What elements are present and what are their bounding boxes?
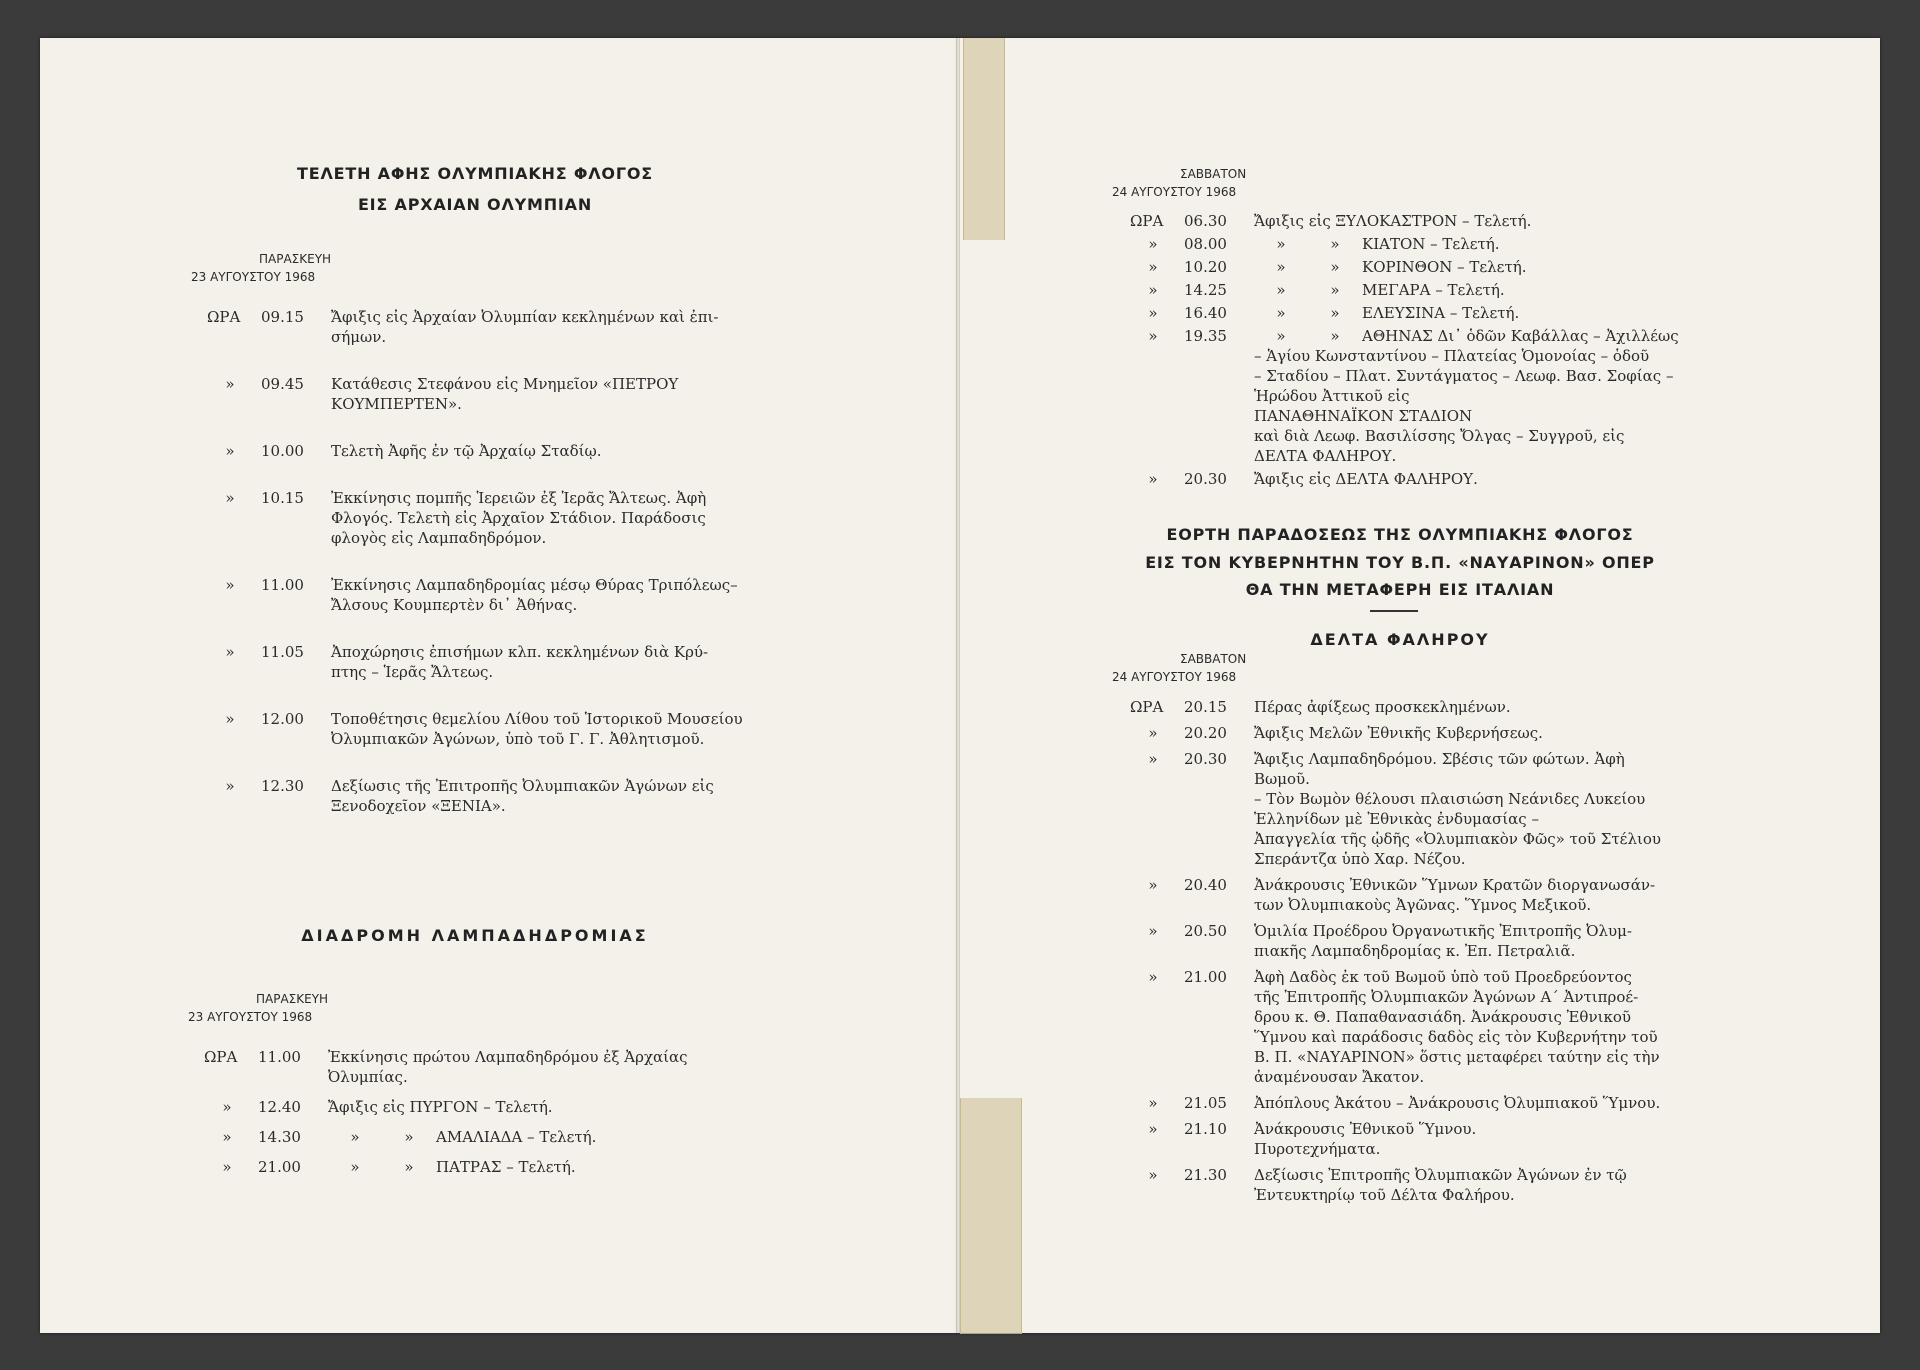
- row-body: Ἐκκίνησις πομπῆς Ἱερειῶν ἐξ Ἱερᾶς Ἄλτεως. Ἀφὴ Φλογός. Τελετὴ εἰς Ἀρχαῖον Στάδιον. Παράδοσις φλογὸς εἰς Λαμπαδηδρόμον.: [331, 489, 707, 547]
- row-text: [1254, 749, 1750, 869]
- schedule-row: [1130, 921, 1750, 961]
- right-schedule-2: [1130, 697, 1750, 1211]
- row-time: 12.40: [258, 1098, 301, 1116]
- schedule-row: [1130, 211, 1750, 231]
- ditto-mark: »: [1276, 258, 1286, 276]
- row-body: Ἀφὴ Δαδὸς ἐκ τοῦ Βωμοῦ ὑπὸ τοῦ Προεδρεύοντος τῆς Ἐπιτροπῆς Ὀλυμπιακῶν Ἀγώνων Α΄ Ἀντιπροέ- δρου κ. Θ. Παπαθανασιάδη. Ἀνάκρουσις Ἐθνικοῦ Ὕμνου καὶ παράδοσις δαδὸς εἰς τὸν Κυβερνήτην τοῦ Β. Π. «ΝΑΥΑΡΙΝΟΝ» ὅστις μεταφέρει ταύτην εἰς τὴν ἀναμένουσαν Ἄκατον.: [1254, 968, 1660, 1086]
- row-text: [331, 307, 812, 347]
- schedule-row: [1130, 749, 1750, 869]
- row-text: [1254, 967, 1750, 1087]
- row-body: Δεξίωσις Ἐπιτροπῆς Ὀλυμπιακῶν Ἀγώνων ἐν τῷ Ἐντευκτηρίῳ τοῦ Δέλτα Φαλήρου.: [1254, 1166, 1627, 1204]
- row-time: 20.50: [1184, 922, 1227, 940]
- row-time: 20.30: [1184, 750, 1227, 768]
- row-time: 10.15: [261, 489, 304, 507]
- row-prefix: »: [225, 777, 235, 795]
- left-schedule-2: [204, 1047, 809, 1187]
- divider-rule: [1370, 610, 1418, 612]
- schedule-row: [207, 488, 812, 548]
- ditto-mark: »: [1276, 327, 1286, 345]
- row-time: 11.00: [261, 576, 304, 594]
- row-prefix: »: [225, 489, 235, 507]
- ditto-mark: »: [404, 1158, 414, 1176]
- date-text: 24 ΑΥΓΟΥΣΤΟΥ 1968: [1112, 185, 1237, 199]
- row-prefix: »: [1148, 327, 1158, 345]
- row-text: [1254, 697, 1750, 717]
- schedule-row: [207, 709, 812, 749]
- schedule-row: [1130, 326, 1750, 466]
- row-prefix: »: [1148, 876, 1158, 894]
- row-time: 20.20: [1184, 724, 1227, 742]
- row-text: [328, 1157, 809, 1177]
- date-day: ΣΑΒΒΑΤΟΝ: [1180, 167, 1247, 181]
- row-body: ΕΛΕΥΣΙΝΑ – Τελετή.: [1362, 304, 1520, 322]
- row-body: Τοποθέτησις θεμελίου Λίθου τοῦ Ἱστορικοῦ Μουσείου Ὀλυμπιακῶν Ἀγώνων, ὑπὸ τοῦ Γ. Γ. Ἀθλητισμοῦ.: [331, 710, 743, 748]
- schedule-row: [1130, 1119, 1750, 1159]
- row-time: 21.00: [1184, 968, 1227, 986]
- row-time: 06.30: [1184, 212, 1227, 230]
- row-body: ΠΑΤΡΑΣ – Τελετή.: [436, 1158, 576, 1176]
- row-body: ΚΙΑΤΟΝ – Τελετή.: [1362, 235, 1500, 253]
- schedule-row: [204, 1097, 809, 1117]
- right-date-block-2: [1112, 650, 1246, 686]
- row-body: Ἀπόπλους Ἀκάτου – Ἀνάκρουσις Ὀλυμπιακοῦ Ὕμνου.: [1254, 1094, 1661, 1112]
- schedule-row: [204, 1157, 809, 1177]
- left-date-block-2: [188, 990, 328, 1026]
- schedule-row: [207, 575, 812, 615]
- row-text: [1254, 469, 1750, 489]
- row-text: [1254, 257, 1750, 277]
- row-prefix: »: [225, 375, 235, 393]
- row-time: 21.05: [1184, 1094, 1227, 1112]
- left-title-line2: ΕΙΣ ΑΡΧΑΙΑΝ ΟΛΥΜΠΙΑΝ: [357, 195, 593, 214]
- row-text: [331, 488, 812, 548]
- adhesive-tape-bottom: [960, 1098, 1022, 1334]
- row-prefix: »: [222, 1128, 232, 1146]
- schedule-row: [207, 776, 812, 816]
- row-prefix: »: [1148, 968, 1158, 986]
- right-title-line3: ΘΑ ΤΗΝ ΜΕΤΑΦΕΡΗ ΕΙΣ ΙΤΑΛΙΑΝ: [1245, 580, 1555, 599]
- row-body: ΚΟΡΙΝΘΟΝ – Τελετή.: [1362, 258, 1527, 276]
- row-time: 11.00: [258, 1048, 301, 1066]
- row-body: Κατάθεσις Στεφάνου εἰς Μνημεῖον «ΠΕΤΡΟΥ ΚΟΥΜΠΕΡΤΕΝ».: [331, 375, 679, 413]
- ditto-mark: »: [1330, 235, 1340, 253]
- row-body: Ἄφιξις Λαμπαδηδρόμου. Σβέσις τῶν φώτων. Ἀφὴ Βωμοῦ. – Τὸν Βωμὸν θέλουσι πλαισιώση Νεάνιδες Λυκείου Ἑλληνίδων μὲ Ἐθνικὰς ἐνδυμασίας – Ἀπαγγελία τῆς ᾠδῆς «Ὀλυμπιακὸν Φῶς» τοῦ Στέλιου Σπεράντζα ὑπὸ Χαρ. Νέζου.: [1254, 750, 1661, 868]
- row-prefix: ΩΡΑ: [1130, 212, 1164, 230]
- date-day: ΠΑΡΑΣΚΕΥΗ: [256, 992, 329, 1006]
- row-time: 12.30: [261, 777, 304, 795]
- row-prefix: ΩΡΑ: [1130, 698, 1164, 716]
- schedule-row: [1130, 1093, 1750, 1113]
- schedule-row: [204, 1127, 809, 1147]
- row-body: ΑΜΑΛΙΑΔΑ – Τελετή.: [436, 1128, 597, 1146]
- row-text: [331, 374, 812, 414]
- row-text: [1254, 280, 1750, 300]
- row-prefix: »: [1148, 922, 1158, 940]
- row-text: [331, 441, 812, 461]
- row-body: Ἄφιξις Μελῶν Ἐθνικῆς Κυβερνήσεως.: [1254, 724, 1543, 742]
- right-title-line2: ΕΙΣ ΤΟΝ ΚΥΒΕΡΝΗΤΗΝ ΤΟΥ Β.Π. «ΝΑΥΑΡΙΝΟΝ» ΟΠΕΡ: [1145, 553, 1655, 572]
- row-prefix: »: [1148, 1094, 1158, 1112]
- date-text: 23 ΑΥΓΟΥΣΤΟΥ 1968: [188, 1010, 313, 1024]
- row-time: 21.00: [258, 1158, 301, 1176]
- row-body: ΑΘΗΝΑΣ Δι᾿ ὁδῶν Καβάλλας – Ἀχιλλέως – Ἁγίου Κωνσταντίνου – Πλατείας Ὁμονοίας – ὁδοῦ – Σταδίου – Πλατ. Συντάγματος – Λεωφ. Βασ. Σοφίας – Ἡρώδου Ἀττικοῦ εἰς ΠΑΝΑΘΗΝΑΪΚΟΝ ΣΤΑΔΙΟΝ καὶ διὰ Λεωφ. Βασιλίσσης Ὄλγας – Συγγροῦ, εἰς ΔΕΛΤΑ ΦΑΛΗΡΟΥ.: [1254, 327, 1679, 465]
- schedule-row: [207, 374, 812, 414]
- date-day: ΣΑΒΒΑΤΟΝ: [1180, 652, 1247, 666]
- right-date-block-1: [1112, 165, 1246, 201]
- ditto-mark: »: [1330, 304, 1340, 322]
- row-body: Ἄφιξις εἰς ΔΕΛΤΑ ΦΑΛΗΡΟΥ.: [1254, 470, 1478, 488]
- row-time: 10.00: [261, 442, 304, 460]
- schedule-row: [207, 441, 812, 461]
- row-body: Ἀνάκρουσις Ἐθνικῶν Ὕμνων Κρατῶν διοργανωσάν- των Ὀλυμπιακοὺς Ἀγῶνας. Ὕμνος Μεξικοῦ.: [1254, 876, 1656, 914]
- row-body: Ἄφιξις εἰς Ἀρχαίαν Ὀλυμπίαν κεκλημένων καὶ ἐπι- σήμων.: [331, 308, 719, 346]
- row-body: Ἀνάκρουσις Ἐθνικοῦ Ὕμνου. Πυροτεχνήματα.: [1254, 1120, 1477, 1158]
- row-text: [1254, 326, 1750, 466]
- ditto-mark: »: [1330, 327, 1340, 345]
- ditto-mark: »: [1276, 304, 1286, 322]
- row-prefix: »: [1148, 1120, 1158, 1138]
- row-time: 11.05: [261, 643, 304, 661]
- row-prefix: ΩΡΑ: [207, 308, 241, 326]
- row-prefix: »: [1148, 724, 1158, 742]
- schedule-row: [1130, 257, 1750, 277]
- row-prefix: »: [1148, 235, 1158, 253]
- row-prefix: »: [1148, 281, 1158, 299]
- date-text: 23 ΑΥΓΟΥΣΤΟΥ 1968: [191, 270, 316, 284]
- ditto-mark: »: [404, 1128, 414, 1146]
- row-prefix: »: [225, 442, 235, 460]
- row-body: Ἄφιξις εἰς ΞΥΛΟΚΑΣΤΡΟΝ – Τελετή.: [1254, 212, 1532, 230]
- schedule-row: [1130, 967, 1750, 1087]
- row-prefix: »: [225, 643, 235, 661]
- row-body: Πέρας ἀφίξεως προσκεκλημένων.: [1254, 698, 1511, 716]
- row-text: [1254, 1093, 1750, 1113]
- left-schedule-1: [207, 307, 812, 843]
- schedule-row: [1130, 1165, 1750, 1205]
- row-text: [331, 642, 812, 682]
- row-time: 12.00: [261, 710, 304, 728]
- schedule-row: [1130, 875, 1750, 915]
- schedule-row: [1130, 303, 1750, 323]
- schedule-row: [1130, 723, 1750, 743]
- row-time: 20.15: [1184, 698, 1227, 716]
- row-time: 21.30: [1184, 1166, 1227, 1184]
- row-text: [331, 776, 812, 816]
- row-body: Δεξίωσις τῆς Ἐπιτροπῆς Ὀλυμπιακῶν Ἀγώνων εἰς Ξενοδοχεῖον «ΞΕΝΙΑ».: [331, 777, 714, 815]
- row-text: [1254, 723, 1750, 743]
- row-body: Ὁμιλία Προέδρου Ὀργανωτικῆς Ἐπιτροπῆς Ὀλυμ- πιακῆς Λαμπαδηδρομίας κ. Ἐπ. Πετραλιᾶ.: [1254, 922, 1632, 960]
- left-title-line1: ΤΕΛΕΤΗ ΑΦΗΣ ΟΛΥΜΠΙΑΚΗΣ ΦΛΟΓΟΣ: [297, 164, 653, 183]
- row-prefix: »: [225, 576, 235, 594]
- right-subtitle: ΔΕΛΤΑ ΦΑΛΗΡΟΥ: [1310, 630, 1490, 649]
- schedule-row: [207, 307, 812, 347]
- row-prefix: »: [1148, 1166, 1158, 1184]
- row-body: Τελετὴ Ἀφῆς ἐν τῷ Ἀρχαίῳ Σταδίῳ.: [331, 442, 602, 460]
- row-text: [1254, 1165, 1750, 1205]
- row-time: 08.00: [1184, 235, 1227, 253]
- row-body: Ἄφιξις εἰς ΠΥΡΓΟΝ – Τελετή.: [328, 1098, 553, 1116]
- schedule-row: [1130, 469, 1750, 489]
- row-prefix: »: [1148, 258, 1158, 276]
- left-title-2: ΔΙΑΔΡΟΜΗ ΛΑΜΠΑΔΗΔΡΟΜΙΑΣ: [301, 926, 649, 945]
- row-text: [328, 1047, 809, 1087]
- ditto-mark: »: [1330, 281, 1340, 299]
- adhesive-tape-top: [963, 38, 1005, 240]
- row-time: 14.25: [1184, 281, 1227, 299]
- row-prefix: ΩΡΑ: [204, 1048, 238, 1066]
- row-text: [1254, 1119, 1750, 1159]
- right-title-line1: ΕΟΡΤΗ ΠΑΡΑΔΟΣΕΩΣ ΤΗΣ ΟΛΥΜΠΙΑΚΗΣ ΦΛΟΓΟΣ: [1166, 525, 1634, 544]
- schedule-row: [204, 1047, 809, 1087]
- ditto-mark: »: [1276, 235, 1286, 253]
- ditto-mark: »: [1330, 258, 1340, 276]
- row-time: 09.45: [261, 375, 304, 393]
- row-time: 21.10: [1184, 1120, 1227, 1138]
- row-time: 16.40: [1184, 304, 1227, 322]
- row-time: 20.30: [1184, 470, 1227, 488]
- row-time: 19.35: [1184, 327, 1227, 345]
- row-text: [1254, 875, 1750, 915]
- left-date-block-1: [191, 250, 331, 286]
- row-text: [328, 1097, 809, 1117]
- row-time: 14.30: [258, 1128, 301, 1146]
- row-prefix: »: [222, 1158, 232, 1176]
- row-text: [331, 709, 812, 749]
- row-prefix: »: [1148, 304, 1158, 322]
- row-prefix: »: [225, 710, 235, 728]
- row-text: [1254, 921, 1750, 961]
- row-text: [331, 575, 812, 615]
- row-text: [1254, 303, 1750, 323]
- ditto-mark: »: [350, 1158, 360, 1176]
- row-time: 10.20: [1184, 258, 1227, 276]
- row-time: 09.15: [261, 308, 304, 326]
- row-text: [1254, 211, 1750, 231]
- schedule-row: [207, 642, 812, 682]
- row-prefix: »: [1148, 470, 1158, 488]
- row-text: [1254, 234, 1750, 254]
- ditto-mark: »: [350, 1128, 360, 1146]
- schedule-row: [1130, 697, 1750, 717]
- schedule-row: [1130, 234, 1750, 254]
- row-prefix: »: [1148, 750, 1158, 768]
- row-text: [328, 1127, 809, 1147]
- row-prefix: »: [222, 1098, 232, 1116]
- row-body: Ἐκκίνησις πρώτου Λαμπαδηδρόμου ἐξ Ἀρχαίας Ὀλυμπίας.: [328, 1048, 688, 1086]
- row-body: Ἐκκίνησις Λαμπαδηδρομίας μέσῳ Θύρας Τριπόλεως– Ἄλσους Κουμπερτὲν δι᾿ Ἀθήνας.: [331, 576, 738, 614]
- date-day: ΠΑΡΑΣΚΕΥΗ: [259, 252, 332, 266]
- row-body: Ἀποχώρησις ἐπισήμων κλπ. κεκλημένων διὰ Κρύ- πτης – Ἱερᾶς Ἄλτεως.: [331, 643, 709, 681]
- schedule-row: [1130, 280, 1750, 300]
- row-time: 20.40: [1184, 876, 1227, 894]
- date-text: 24 ΑΥΓΟΥΣΤΟΥ 1968: [1112, 670, 1237, 684]
- ditto-mark: »: [1276, 281, 1286, 299]
- right-schedule-1: [1130, 211, 1750, 492]
- row-body: ΜΕΓΑΡΑ – Τελετή.: [1362, 281, 1505, 299]
